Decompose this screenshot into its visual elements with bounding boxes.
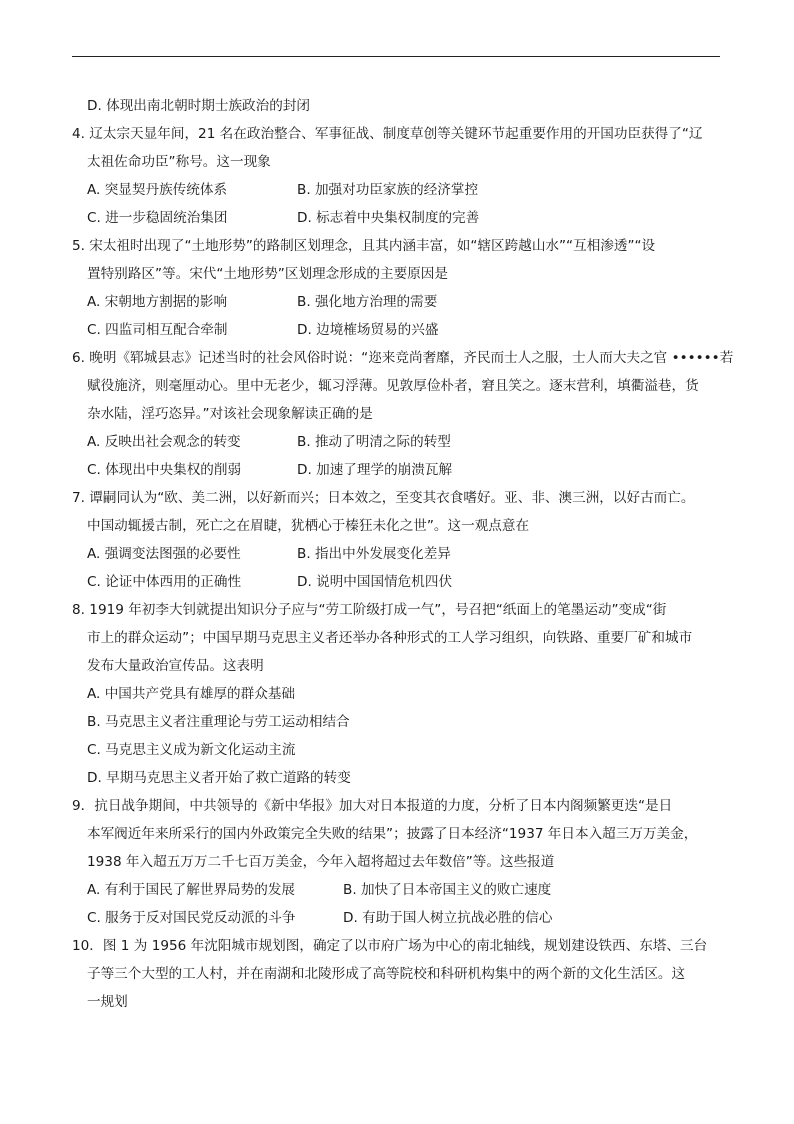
option-c: C. 论证中体西用的正确性 bbox=[87, 574, 242, 590]
options-row bbox=[72, 316, 722, 344]
question-6 bbox=[72, 344, 734, 484]
options-row bbox=[72, 456, 722, 484]
question-stem-line: 一规划 bbox=[87, 994, 128, 1010]
question-stem-line: 本军阀近年来所采行的国内外政策完全失败的结果”；披露了日本经济“1937 年日本入超三万万美金， bbox=[87, 826, 698, 842]
question-stem-line: 9．抗日战争期间，中共领导的《新中华报》加大对日本报道的力度，分析了日本内阁频繁更迭“是日 bbox=[72, 798, 673, 814]
option-a: A. 有利于国民了解世界局势的发展 bbox=[87, 882, 296, 898]
options-row bbox=[72, 428, 722, 456]
option-a: A. 中国共产党具有雄厚的群众基础 bbox=[87, 686, 296, 702]
question-stem-line: 10．图 1 为 1956 年沈阳城市规划图，确定了以市府广场为中心的南北轴线，规划建设铁西、东塔、三台 bbox=[72, 938, 708, 954]
options-row bbox=[72, 904, 722, 932]
option-c: C. 体现出中央集权的削弱 bbox=[87, 462, 242, 478]
question-stem-line: 赋役施济，则毫厘动心。里中无老少，辄习浮薄。见敦厚俭朴者，窘且笑之。逐末营利，填衢溢巷，货 bbox=[87, 378, 699, 394]
option-b: B. 推动了明清之际的转型 bbox=[297, 434, 451, 450]
prev-question-option-d: D. 体现出南北朝时期士族政治的封闭 bbox=[87, 98, 311, 114]
option-d: D. 标志着中央集权制度的完善 bbox=[297, 210, 480, 226]
option-d: D. 早期马克思主义者开始了救亡道路的转变 bbox=[87, 770, 351, 786]
question-10 bbox=[72, 932, 722, 1016]
option-a: A. 宋朝地方割据的影响 bbox=[87, 294, 228, 310]
question-stem-line: 杂水陆，淫巧恣异。”对该社会现象解读正确的是 bbox=[87, 406, 373, 422]
option-b: B. 强化地方治理的需要 bbox=[297, 294, 438, 310]
option-a: A. 反映出社会观念的转变 bbox=[87, 434, 241, 450]
options-row bbox=[72, 568, 722, 596]
question-stem-line: 5. 宋太祖时出现了“土地形势”的路制区划理念，且其内涵丰富，如“辖区跨越山水”“互相渗透”“设 bbox=[72, 238, 656, 254]
options-row bbox=[72, 876, 722, 904]
option-d: D. 加速了理学的崩溃瓦解 bbox=[297, 462, 453, 478]
option-c: C. 进一步稳固统治集团 bbox=[87, 210, 228, 226]
question-8 bbox=[72, 596, 722, 792]
question-stem-line: 太祖佐命功臣”称号。这一现象 bbox=[87, 154, 271, 170]
question-stem-line: 1938 年入超五万万二千七百万美金，今年入超将超过去年数倍”等。这些报道 bbox=[87, 854, 555, 870]
option-c: C. 四监司相互配合牵制 bbox=[87, 322, 228, 338]
header-rule bbox=[72, 56, 720, 57]
question-5 bbox=[72, 232, 722, 344]
option-a: A. 突显契丹族传统体系 bbox=[87, 182, 228, 198]
question-stem-line: 4. 辽太宗天显年间，21 名在政治整合、军事征战、制度草创等关键环节起重要作用的开国功臣获得了“辽 bbox=[72, 126, 703, 142]
option-c: C. 马克思主义成为新文化运动主流 bbox=[87, 742, 296, 758]
option-b: B. 加快了日本帝国主义的败亡速度 bbox=[343, 882, 552, 898]
option-b: B. 马克思主义者注重理论与劳工运动相结合 bbox=[87, 714, 350, 730]
question-7 bbox=[72, 484, 722, 596]
question-stem-line: 7. 谭嗣同认为“欧、美二洲，以好新而兴；日本效之，至变其衣食嗜好。亚、非、澳三洲，以好古而亡。 bbox=[72, 490, 695, 506]
question-4 bbox=[72, 120, 722, 232]
question-stem-line: 中国动辄援古制，死亡之在眉睫，犹栖心于榛狂未化之世”。这一观点意在 bbox=[87, 518, 530, 534]
question-stem-line: 发布大量政治宣传品。这表明 bbox=[87, 658, 264, 674]
question-stem-line: 子等三个大型的工人村，并在南湖和北陵形成了高等院校和科研机构集中的两个新的文化生活区。这 bbox=[87, 966, 686, 982]
question-stem-line: 8. 1919 年初李大钊就提出知识分子应与“劳工阶级打成一气”，号召把“纸面上的笔墨运动”变成“街 bbox=[72, 602, 667, 618]
option-d: D. 说明中国国情危机四伏 bbox=[297, 574, 453, 590]
option-b: B. 指出中外发展变化差异 bbox=[297, 546, 451, 562]
options-row bbox=[72, 288, 722, 316]
options-row bbox=[72, 204, 722, 232]
option-b: B. 加强对功臣家族的经济掌控 bbox=[297, 182, 479, 198]
options-row bbox=[72, 176, 722, 204]
option-d: D. 有助于国人树立抗战必胜的信心 bbox=[343, 910, 553, 926]
option-c: C. 服务于反对国民党反动派的斗争 bbox=[87, 910, 296, 926]
question-9 bbox=[72, 792, 722, 932]
option-a: A. 强调变法图强的必要性 bbox=[87, 546, 241, 562]
question-stem-line: 市上的群众运动”；中国早期马克思主义者还举办各种形式的工人学习组织，向铁路、重要厂矿和城市 bbox=[87, 630, 693, 646]
question-stem-line: 6. 晚明《郓城县志》记述当时的社会风俗时说：“迩来竞尚奢靡，齐民而士人之服，士人而大夫之官 ••••••若 bbox=[72, 350, 734, 366]
option-d: D. 边境榷场贸易的兴盛 bbox=[297, 322, 439, 338]
exam-content bbox=[72, 92, 734, 1016]
options-row bbox=[72, 540, 722, 568]
question-stem-line: 置特别路区”等。宋代“土地形势”区划理念形成的主要原因是 bbox=[87, 266, 448, 282]
